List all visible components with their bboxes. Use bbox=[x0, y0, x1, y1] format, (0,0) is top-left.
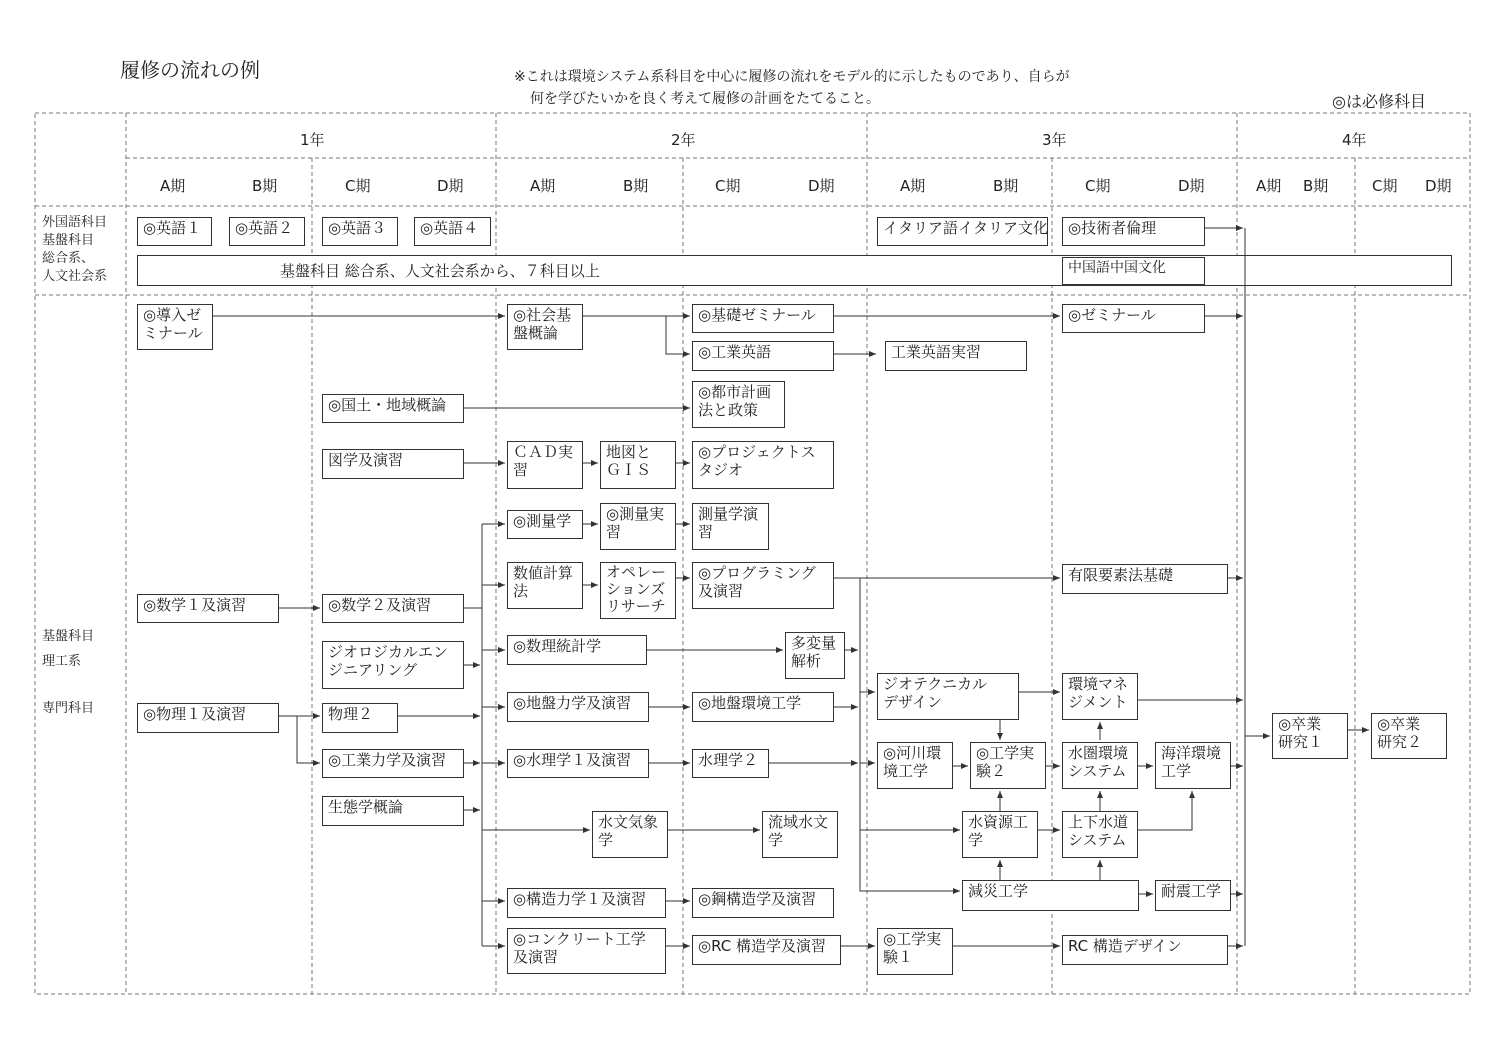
course-line: 研究１ bbox=[1278, 733, 1324, 751]
course-line: ミナール bbox=[143, 324, 203, 342]
course-suri: ◎数理統計学 bbox=[507, 635, 647, 665]
term-header: C期 bbox=[1085, 177, 1111, 195]
term-header: B期 bbox=[1303, 177, 1329, 195]
course-kokozo: ◎鋼構造学及演習 bbox=[692, 888, 834, 918]
term-header: C期 bbox=[1372, 177, 1398, 195]
course-chugoku: 中国語中国文化 bbox=[1062, 257, 1205, 285]
row-label-specialized: 専門科目 bbox=[42, 701, 95, 716]
course-suimon bbox=[592, 811, 668, 858]
course-line: 習 bbox=[698, 523, 714, 541]
course-line: 及演習 bbox=[513, 948, 559, 966]
course-suirigaku1: ◎水理学１及演習 bbox=[507, 749, 649, 778]
course-suchi bbox=[507, 562, 583, 609]
course-line: ◎プロジェクトス bbox=[698, 443, 816, 461]
course-kiso-seminar: ◎基礎ゼミナール bbox=[692, 304, 834, 333]
course-gijutsusha: ◎技術者倫理 bbox=[1062, 217, 1205, 246]
course-eigo3: ◎英語３ bbox=[322, 217, 398, 246]
course-line: 験１ bbox=[883, 948, 914, 966]
course-line: 盤概論 bbox=[513, 324, 559, 342]
course-line: 習 bbox=[606, 523, 622, 541]
course-line: ◎工学実 bbox=[976, 744, 1035, 762]
course-zugaku: 図学及演習 bbox=[322, 449, 464, 479]
course-line: ◎河川環 bbox=[883, 744, 942, 762]
course-kozo: ◎構造力学１及演習 bbox=[507, 888, 666, 918]
course-kogyo-rikigaku: ◎工業力学及演習 bbox=[322, 749, 464, 778]
course-line: ◎プログラミング bbox=[698, 564, 816, 582]
term-header: D期 bbox=[1425, 177, 1452, 195]
course-line: 流域水文 bbox=[768, 813, 829, 831]
note-line-2: 何を学びたいかを良く考えて履修の計画をたてること。 bbox=[530, 91, 880, 107]
course-geotech bbox=[877, 673, 1019, 720]
course-kaiyo bbox=[1155, 742, 1231, 789]
term-header: B期 bbox=[252, 177, 278, 195]
course-line: 海洋環境 bbox=[1161, 744, 1222, 762]
note-line-1: ※これは環境システム系科目を中心に履修の流れをモデル的に示したものであり、自らが bbox=[514, 69, 1070, 85]
course-suirigaku2: 水理学２ bbox=[692, 749, 769, 778]
term-header: D期 bbox=[437, 177, 464, 195]
course-jiban-rikigaku: ◎地盤力学及演習 bbox=[507, 692, 649, 722]
course-rc: ◎RC 構造学及演習 bbox=[692, 935, 841, 965]
row-label-line: 人文社会系 bbox=[42, 269, 108, 284]
term-header: D期 bbox=[808, 177, 835, 195]
year-header-1: 1年 bbox=[300, 131, 325, 149]
course-line: 研究２ bbox=[1377, 733, 1423, 751]
course-line: 験２ bbox=[976, 762, 1007, 780]
course-cad bbox=[507, 441, 583, 489]
course-dounyu bbox=[137, 304, 213, 350]
course-line: ジメント bbox=[1068, 693, 1128, 711]
term-header: A期 bbox=[530, 177, 556, 195]
course-mizu-shigen bbox=[962, 811, 1038, 858]
course-line: ◎測量実 bbox=[606, 505, 665, 523]
course-line: ◎工学実 bbox=[883, 930, 942, 948]
course-jogesuido bbox=[1062, 811, 1138, 858]
page-title: 履修の流れの例 bbox=[120, 58, 260, 82]
course-line: ＣＡＤ実 bbox=[513, 443, 574, 461]
required-legend: ◎は必修科目 bbox=[1332, 92, 1426, 111]
course-suiken bbox=[1062, 742, 1138, 789]
course-kogyo-eigo: ◎工業英語 bbox=[692, 341, 834, 371]
course-line: オペレー bbox=[606, 563, 667, 581]
course-line: 及演習 bbox=[698, 582, 744, 600]
course-line: ◎導入ゼ bbox=[143, 306, 202, 324]
course-kasen bbox=[877, 742, 953, 789]
course-line: 測量学演 bbox=[698, 505, 759, 523]
course-ope bbox=[600, 562, 676, 619]
course-sugaku1: ◎数学１及演習 bbox=[137, 594, 279, 623]
term-header: A期 bbox=[160, 177, 186, 195]
course-line: 解析 bbox=[791, 652, 822, 670]
course-line: 学 bbox=[598, 831, 614, 849]
course-kogyo-eigo-jisshu: 工業英語実習 bbox=[885, 341, 1027, 371]
course-line: 水文気象 bbox=[598, 813, 659, 831]
course-line: 多変量 bbox=[791, 634, 837, 652]
term-header: C期 bbox=[345, 177, 371, 195]
course-line: ◎コンクリート工学 bbox=[513, 930, 646, 948]
term-header: A期 bbox=[900, 177, 926, 195]
course-line: 法と政策 bbox=[698, 401, 759, 419]
course-sokuryo-jissu bbox=[600, 503, 676, 550]
course-line: 水圏環境 bbox=[1068, 744, 1129, 762]
course-line: ◎都市計画 bbox=[698, 383, 772, 401]
course-eigo4: ◎英語４ bbox=[414, 217, 491, 246]
course-line: 数値計算 bbox=[513, 564, 574, 582]
course-tahenryo bbox=[785, 632, 845, 679]
course-kogaku-jikken2 bbox=[970, 742, 1046, 789]
course-line: システム bbox=[1068, 831, 1127, 849]
course-line: デザイン bbox=[883, 693, 942, 711]
course-line: ジオロジカルエン bbox=[328, 643, 449, 661]
course-gensai: 減災工学 bbox=[962, 880, 1139, 911]
term-header: D期 bbox=[1178, 177, 1205, 195]
course-line: 学 bbox=[968, 831, 984, 849]
course-eigo1: ◎英語１ bbox=[137, 217, 212, 246]
year-header-2: 2年 bbox=[671, 131, 696, 149]
course-seminar: ◎ゼミナール bbox=[1062, 304, 1205, 333]
course-line: ◎社会基 bbox=[513, 306, 572, 324]
course-geological bbox=[322, 641, 464, 689]
course-yugen: 有限要素法基礎 bbox=[1062, 564, 1228, 594]
course-line: ＧＩＳ bbox=[606, 461, 652, 479]
course-project bbox=[692, 441, 834, 489]
course-butsuri1: ◎物理１及演習 bbox=[137, 703, 279, 733]
course-seitai: 生態学概論 bbox=[322, 796, 464, 826]
row-label-liberal bbox=[42, 214, 107, 286]
course-sugaku2: ◎数学２及演習 bbox=[322, 594, 464, 623]
general-requirement-text: 基盤科目 総合系、人文社会系から、７科目以上 bbox=[280, 262, 600, 280]
row-label-line: 基盤科目 bbox=[42, 629, 95, 644]
course-line: 工学 bbox=[1161, 762, 1192, 780]
term-header: A期 bbox=[1256, 177, 1282, 195]
course-line: 上下水道 bbox=[1068, 813, 1129, 831]
course-line: ションズ bbox=[606, 580, 666, 598]
course-line: 習 bbox=[513, 461, 529, 479]
term-header: C期 bbox=[715, 177, 741, 195]
year-header-4: 4年 bbox=[1342, 131, 1367, 149]
row-label-science bbox=[42, 624, 94, 674]
course-kokudo: ◎国土・地域概論 bbox=[322, 394, 464, 423]
course-line: ◎卒業 bbox=[1377, 715, 1421, 733]
course-sokuryo: ◎測量学 bbox=[507, 510, 583, 539]
course-sotsugyo2 bbox=[1371, 713, 1447, 759]
course-line: ジオテクニカル bbox=[883, 675, 988, 693]
year-header-3: 3年 bbox=[1042, 131, 1067, 149]
course-prog bbox=[692, 562, 834, 609]
course-eigo2: ◎英語２ bbox=[229, 217, 305, 246]
course-line: リサーチ bbox=[606, 597, 666, 615]
course-rc-design: RC 構造デザイン bbox=[1062, 935, 1228, 965]
course-shakai bbox=[507, 304, 583, 350]
row-label-line: 総合系、 bbox=[42, 251, 95, 266]
course-line: ◎卒業 bbox=[1278, 715, 1322, 733]
course-line: 法 bbox=[513, 582, 529, 600]
course-line: 水資源工 bbox=[968, 813, 1029, 831]
course-sotsugyo1 bbox=[1272, 713, 1348, 759]
course-toshi bbox=[692, 381, 785, 428]
course-conc bbox=[507, 928, 666, 974]
course-jiban-kankyo: ◎地盤環境工学 bbox=[692, 692, 834, 722]
course-chizu bbox=[600, 441, 676, 489]
course-line: 環境マネ bbox=[1068, 675, 1129, 693]
term-header: B期 bbox=[623, 177, 649, 195]
course-line: 地図と bbox=[606, 443, 652, 461]
row-label-line: 基盤科目 bbox=[42, 233, 95, 248]
course-line: 境工学 bbox=[883, 762, 929, 780]
term-header: B期 bbox=[993, 177, 1019, 195]
row-label-line: 外国語科目 bbox=[42, 215, 108, 230]
course-line: システム bbox=[1068, 762, 1127, 780]
course-italia: イタリア語イタリア文化 bbox=[877, 217, 1048, 246]
course-line: ジニアリング bbox=[328, 661, 418, 679]
course-butsuri2: 物理２ bbox=[322, 703, 398, 733]
course-kogaku-jikken1 bbox=[877, 928, 953, 975]
course-taishin: 耐震工学 bbox=[1155, 880, 1231, 911]
course-line: 学 bbox=[768, 831, 784, 849]
course-kankyo-mgmt bbox=[1062, 673, 1138, 720]
course-sokuryo-enshu bbox=[692, 503, 769, 550]
row-label-line: 理工系 bbox=[42, 654, 82, 669]
course-line: タジオ bbox=[698, 461, 744, 479]
course-ryuiki bbox=[762, 811, 838, 858]
